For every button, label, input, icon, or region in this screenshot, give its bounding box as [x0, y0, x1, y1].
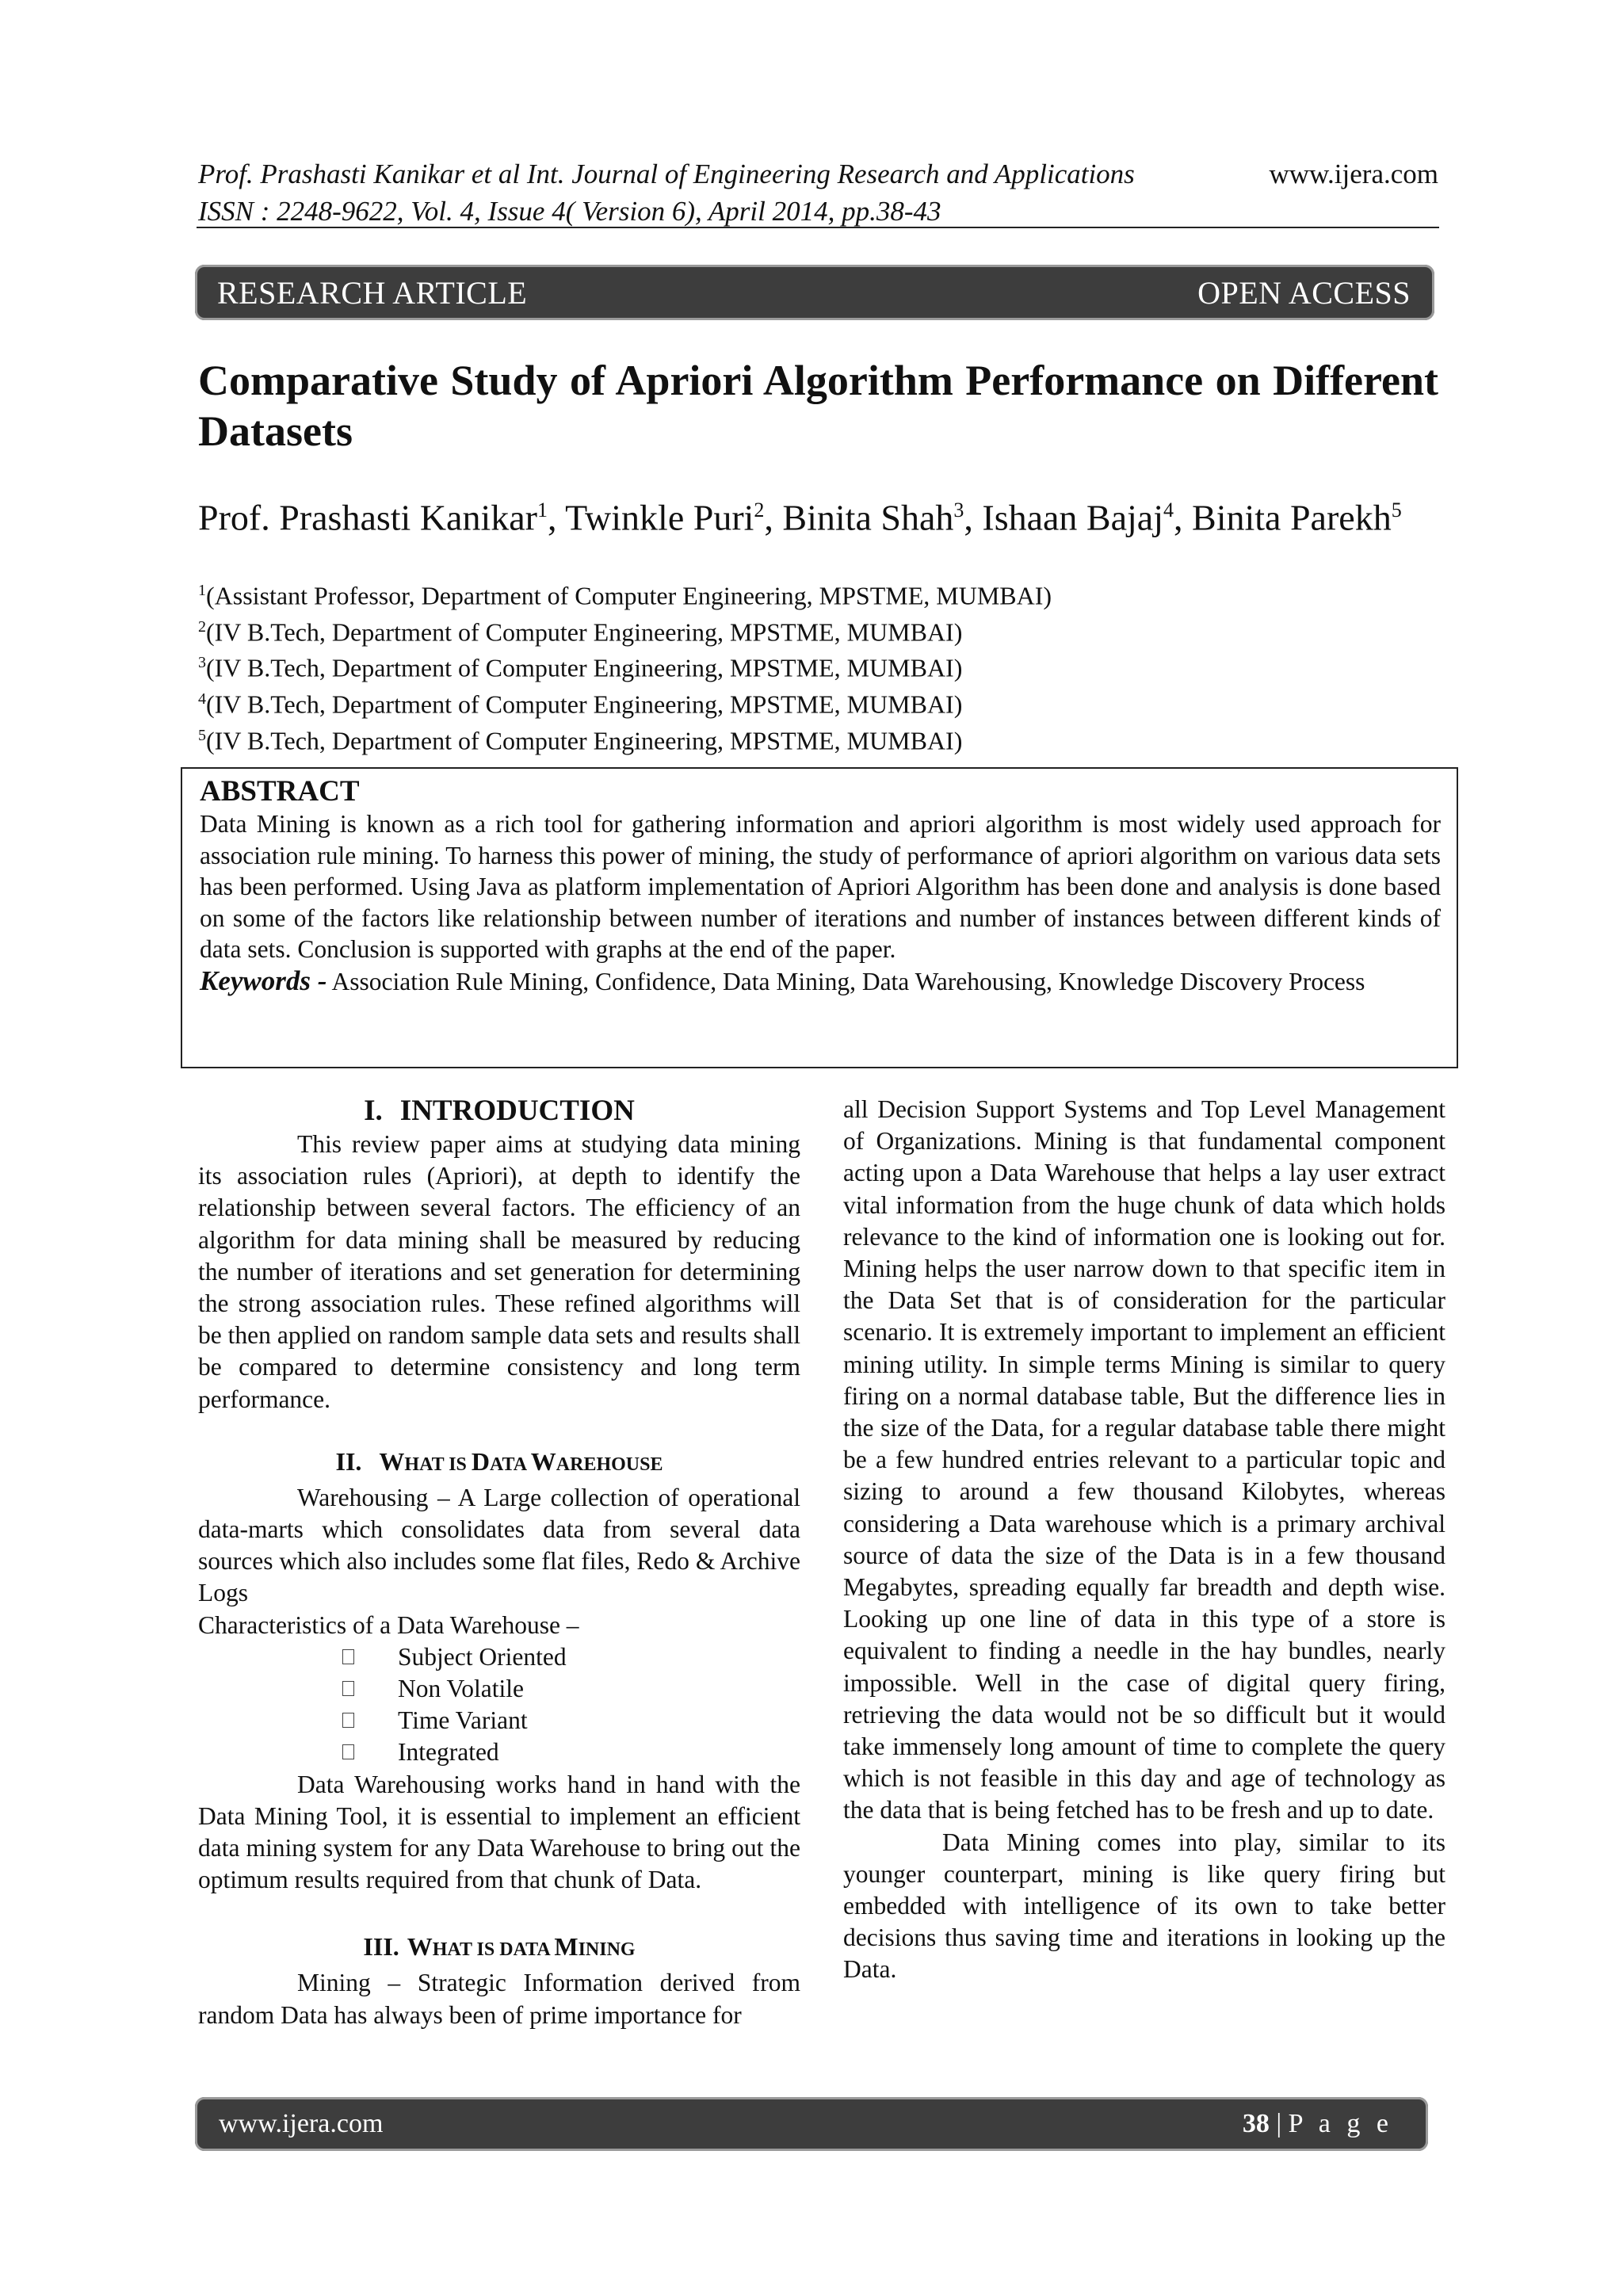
- affiliation: [198, 575, 1438, 612]
- intro-paragraph: This review paper aims at studying data mining its association rules (Apriori), at depth to identify the relationship between several factors. The efficiency of an algorithm for data mining shall be measured by reducing the number of iterations and set generation for determining the strong association rules. These refined algorithms will be then applied on random sample data sets and results shall be compared to determine consistency and long term performance.: [198, 1130, 800, 1413]
- article-type-label: RESEARCH ARTICLE: [217, 274, 528, 311]
- page-footer: [195, 2097, 1428, 2151]
- list-item-text: Time Variant: [398, 1706, 528, 1735]
- title-cap: W: [530, 1446, 556, 1476]
- author: Ishaan Bajaj: [982, 497, 1164, 538]
- affiliation: [198, 720, 1438, 757]
- abstract-heading: ABSTRACT: [200, 775, 360, 808]
- title-cap: W: [407, 1932, 433, 1962]
- author: Binita Parekh: [1192, 497, 1392, 538]
- page-label: P a g e: [1288, 2109, 1393, 2138]
- affiliation-sup: 5: [198, 726, 206, 744]
- section-heading-introduction: [198, 1094, 800, 1129]
- warehouse-paragraph-2: Data Warehousing works hand in hand with the Data Mining Tool, it is essential to implement an efficient data mining system for any Data Warehouse to bring out the optimum results required from that chunk of Data.: [198, 1770, 800, 1894]
- title-cap: D: [471, 1446, 490, 1476]
- paper-title: Comparative Study of Apriori Algorithm Performance on Different Datasets: [198, 357, 1438, 455]
- keywords-text: Association Rule Mining, Confidence, Data Mining, Data Warehousing, Knowledge Discovery Process: [327, 967, 1365, 995]
- affiliation-text: (IV B.Tech, Department of Computer Engineering, MPSTME, MUMBAI): [206, 617, 963, 647]
- issn-line: ISSN : 2248-9622, Vol. 4, Issue 4( Version 6), April 2014, pp.38-43: [198, 196, 941, 227]
- title-rest: ATA: [490, 1454, 531, 1475]
- affiliation-sup: 4: [198, 690, 206, 708]
- warehouse-paragraph: Warehousing – A Large collection of operational data-marts which consolidates data from several data sources which also includes some flat files, Redo & Archive Logs: [198, 1483, 800, 1607]
- mining-paragraph-2: Data Mining comes into play, similar to its younger counterpart, mining is like query firing but embedded with intelligence of its own to take better decisions thus saving time and iterations in looking up the Data.: [843, 1828, 1445, 1984]
- list-item: [198, 1673, 800, 1705]
- header-rule: [197, 227, 1439, 228]
- bullet-box-icon: [342, 1649, 354, 1664]
- affiliation: [198, 684, 1438, 720]
- bullet-box-icon: [342, 1713, 354, 1728]
- title-rest: HAT IS: [404, 1454, 472, 1475]
- section-number: II.: [335, 1446, 362, 1476]
- author-list: Prof. Prashasti Kanikar$^1$, Twinkle Puri$^2$, Binita Shah$^3$, Ishaan Bajaj$^4$, Binita Parekh$^5$: [198, 497, 1402, 538]
- author-sup: 4: [1163, 499, 1174, 521]
- title-cap: M: [554, 1932, 579, 1962]
- bullet-box-icon: [342, 1744, 354, 1759]
- article-type-banner: [195, 265, 1434, 320]
- section-number: III.: [363, 1932, 399, 1962]
- abstract-box: [181, 767, 1458, 1068]
- author: Binita Shah: [782, 497, 954, 538]
- author-sup: 2: [754, 499, 765, 521]
- author: Twinkle Puri: [565, 497, 754, 538]
- list-item: [198, 1736, 800, 1768]
- access-label: OPEN ACCESS: [1197, 274, 1411, 311]
- list-item-text: Subject Oriented: [398, 1642, 567, 1671]
- author: Prof. Prashasti Kanikar: [198, 497, 537, 538]
- bullet-box-icon: [342, 1681, 354, 1696]
- characteristics-lead: Characteristics of a Data Warehouse –: [198, 1610, 579, 1639]
- affiliation: [198, 612, 1438, 648]
- journal-citation: Prof. Prashasti Kanikar et al Int. Journal of Engineering Research and Applications: [198, 159, 1135, 189]
- section-title: INTRODUCTION: [399, 1095, 635, 1127]
- footer-site-link[interactable]: www.ijera.com: [219, 2109, 384, 2138]
- title-rest: HAT IS DATA: [432, 1939, 555, 1961]
- characteristics-list: [198, 1641, 800, 1769]
- affiliation-text: (IV B.Tech, Department of Computer Engineering, MPSTME, MUMBAI): [206, 690, 963, 719]
- abstract-body: Data Mining is known as a rich tool for gathering information and apriori algorithm is most widely used approach for association rule mining. To harness this power of mining, the study of performance of apriori algorithm on various data sets has been performed. Using Java as platform implementation of Apriori Algorithm has been done and analysis is done based on some of the factors like relationship between number of iterations and number of instances between different kinds of data sets. Conclusion is supported with graphs at the end of the paper.: [200, 810, 1441, 963]
- list-item: [198, 1641, 800, 1673]
- affiliation: [198, 648, 1438, 684]
- author-sup: 3: [953, 499, 964, 521]
- affiliation-text: (IV B.Tech, Department of Computer Engineering, MPSTME, MUMBAI): [206, 726, 963, 755]
- page-number: [1243, 2109, 1393, 2139]
- list-item-text: Integrated: [398, 1738, 499, 1767]
- author-sup: 1: [537, 499, 548, 521]
- running-header: [198, 155, 1438, 230]
- list-item: [198, 1705, 800, 1736]
- journal-site-link[interactable]: www.ijera.com: [1269, 159, 1438, 189]
- affiliation-sup: 3: [198, 654, 206, 672]
- mining-paragraph: Mining – Strategic Information derived from random Data has always been of prime importance for: [198, 1969, 800, 2029]
- section-number: I.: [364, 1095, 383, 1127]
- page-sep: |: [1269, 2109, 1289, 2138]
- author-sup: 5: [1391, 499, 1402, 521]
- title-rest: INING: [578, 1939, 636, 1961]
- list-item-text: Non Volatile: [398, 1675, 524, 1703]
- section-heading-data-mining: [198, 1929, 800, 1967]
- affiliation-text: (Assistant Professor, Department of Computer Engineering, MPSTME, MUMBAI): [206, 581, 1052, 610]
- affiliation-sup: 2: [198, 617, 206, 636]
- mining-continued-paragraph: all Decision Support Systems and Top Level Management of Organizations. Mining is that fundamental component acting upon a Data Warehouse that helps a lay user extract vital information from the huge chunk of data which holds relevance to the kind of information one is looking out for. Mining helps the user narrow down to that specific item in the Data Set that is of consideration for the particular scenario. It is extremely important to implement an efficient mining utility. In simple terms Mining is similar to query firing on a normal database table, But the difference lies in the size of the Data, for a regular database table there might be a few hundred entries relevant to a particular topic and sizing to around a few thousand Kilobytes, whereas considering a Data warehouse which is a primary archival source of data the size of the Data is in a few thousand Megabytes, spreading equally far breadth and depth wise. Looking up one line of data in this type of a store is equivalent to finding a needle in the hay bundles, nearly impossible. Well in the case of digital query firing, retrieving the data would not be so difficult but it would take immensely long amount of time to complete the query which is not feasible in this day and age of technology as the data that is being fetched has to be fresh and up to date.: [843, 1095, 1445, 1824]
- right-column: [843, 1094, 1445, 1986]
- title-rest: AREHOUSE: [556, 1454, 663, 1475]
- affiliation-sup: 1: [198, 582, 206, 599]
- left-column: [198, 1094, 800, 2031]
- affiliation-text: (IV B.Tech, Department of Computer Engineering, MPSTME, MUMBAI): [206, 653, 963, 682]
- page-num: 38: [1242, 2109, 1270, 2138]
- section-heading-data-warehouse: [198, 1444, 800, 1482]
- keywords-label: Keywords -: [200, 965, 327, 996]
- title-cap: W: [379, 1446, 405, 1476]
- affiliation-list: [198, 575, 1438, 756]
- keywords: [200, 965, 1441, 998]
